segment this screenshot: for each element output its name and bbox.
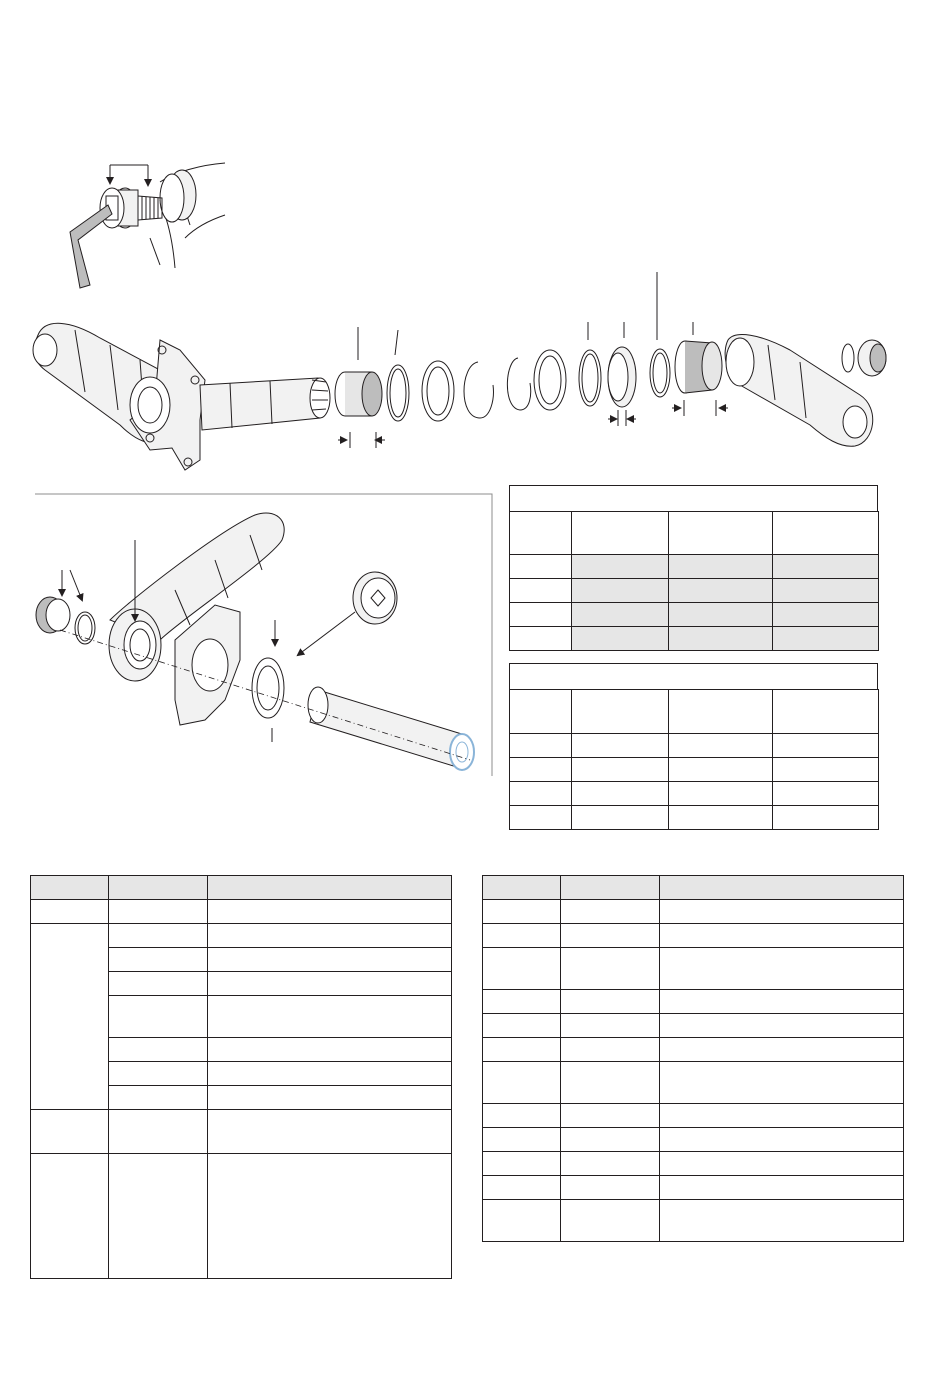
- crankset-exploded-view-icon: [33, 272, 886, 470]
- spec-table-a: [509, 511, 879, 651]
- table-header-row: [483, 876, 904, 900]
- table-row: [483, 900, 904, 924]
- table-row: [483, 1152, 904, 1176]
- hex-key-crank-bolt-icon: [70, 163, 225, 288]
- table-row: [483, 990, 904, 1014]
- table-row: [31, 1154, 452, 1279]
- table-row: [483, 1104, 904, 1128]
- table-header-row: [31, 876, 452, 900]
- spindle-lockring-tool-icon: [36, 513, 474, 770]
- table-row: [510, 627, 879, 651]
- table-row: [31, 900, 452, 924]
- table-row: [510, 734, 879, 758]
- table-row: [510, 758, 879, 782]
- table-row: [510, 806, 879, 830]
- table-row: [483, 1176, 904, 1200]
- table-row: [483, 1200, 904, 1242]
- table-row: [510, 555, 879, 579]
- table-row: [483, 924, 904, 948]
- table-row: [483, 948, 904, 990]
- table-row: [510, 690, 879, 734]
- table-row: [31, 1110, 452, 1154]
- table-row: [510, 579, 879, 603]
- spec-table-b-title-bar: [509, 663, 878, 690]
- table-row: [483, 1062, 904, 1104]
- spec-table-b: [509, 689, 879, 830]
- parts-table-left: [30, 875, 452, 1279]
- table-row: [483, 1128, 904, 1152]
- table-row: [510, 782, 879, 806]
- spec-table-a-title-bar: [509, 485, 878, 512]
- parts-table-right: [482, 875, 904, 1242]
- table-row: [483, 1038, 904, 1062]
- table-row: [510, 603, 879, 627]
- table-row: [510, 512, 879, 555]
- table-row: [31, 924, 452, 948]
- table-row: [483, 1014, 904, 1038]
